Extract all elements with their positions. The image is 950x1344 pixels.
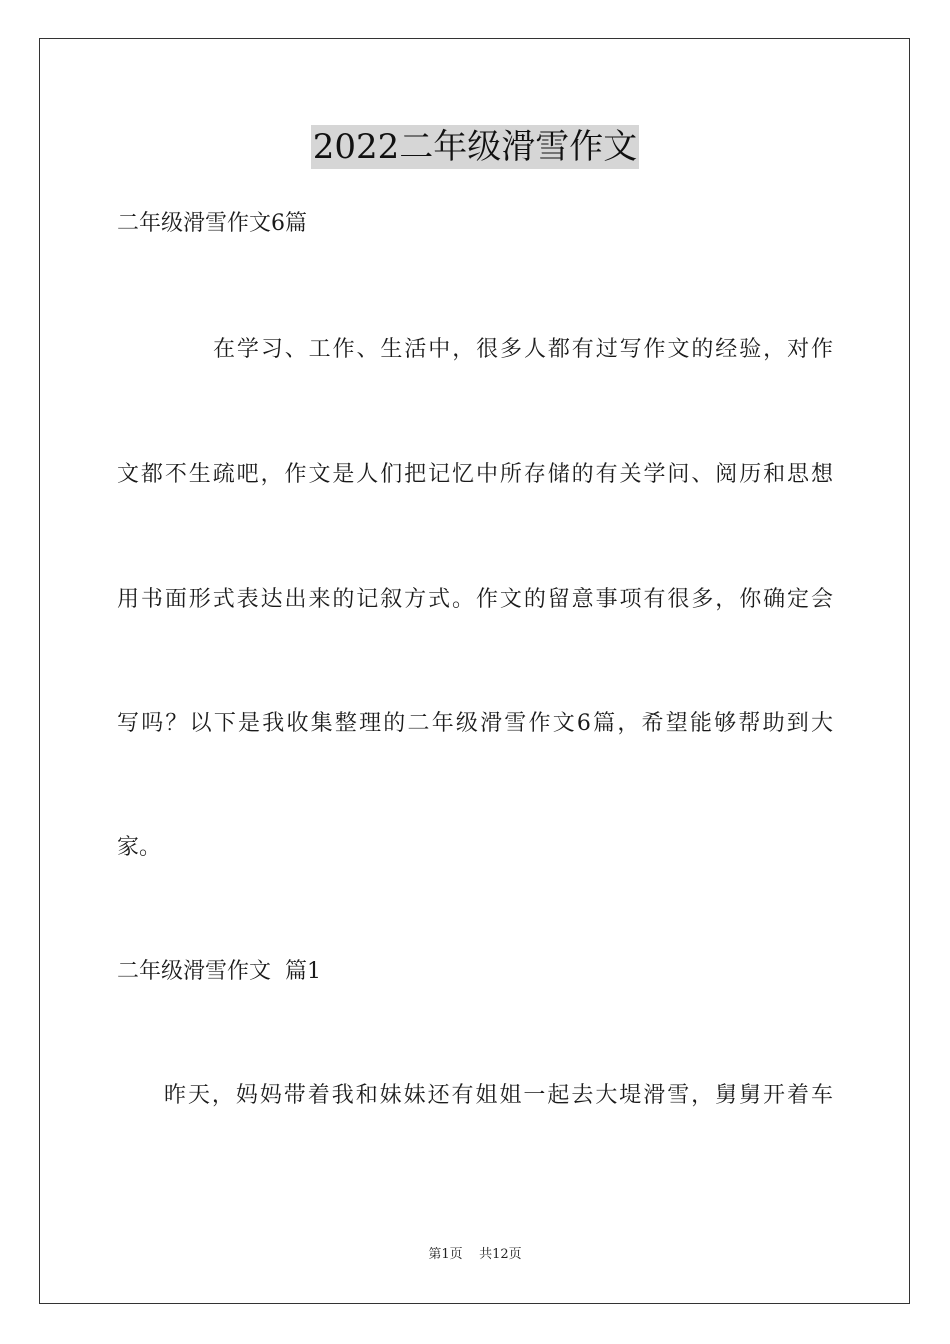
intro-line-5: 家。 — [117, 835, 162, 860]
section-first-line: 昨天，妈妈带着我和妹妹还有姐姐一起去大堤滑雪，舅舅开着车 — [164, 1083, 833, 1108]
title-container — [0, 125, 950, 169]
document-subtitle: 二年级滑雪作文6篇 — [117, 211, 307, 236]
intro-line-2: 文都不生疏吧，作文是人们把记忆中所存储的有关学问、阅历和思想 — [117, 462, 833, 487]
intro-line-1: 在学习、工作、生活中，很多人都有过写作文的经验，对作 — [213, 337, 833, 362]
page-footer — [0, 1246, 950, 1264]
page-number: 第1页 — [428, 1247, 463, 1262]
intro-line-3: 用书面形式表达出来的记叙方式。作文的留意事项有很多，你确定会 — [117, 587, 833, 612]
intro-line-4: 写吗？以下是我收集整理的二年级滑雪作文6篇，希望能够帮助到大 — [117, 711, 833, 736]
section-heading: 二年级滑雪作文 篇1 — [117, 959, 321, 984]
document-title: 2022二年级滑雪作文 — [312, 127, 638, 167]
page-total: 共12页 — [479, 1247, 522, 1262]
